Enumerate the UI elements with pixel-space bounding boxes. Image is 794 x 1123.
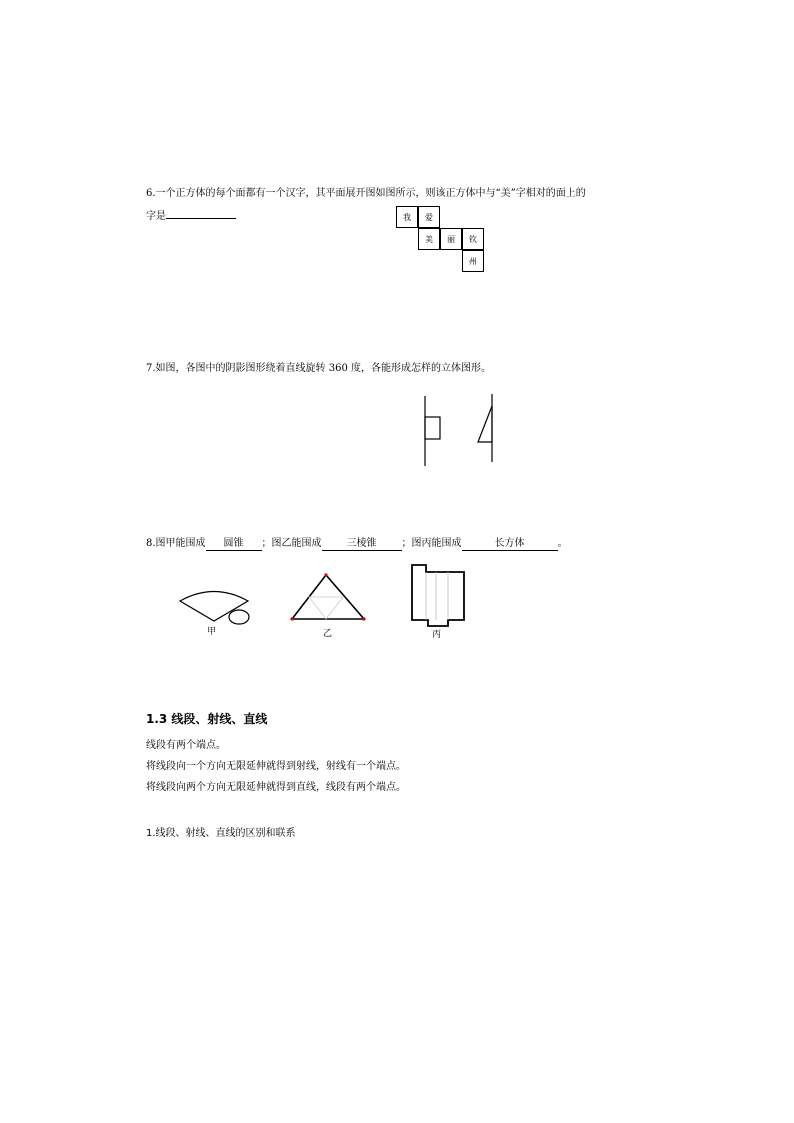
section-line-3: 将线段向两个方向无限延伸就得到直线，线段有两个端点。 bbox=[146, 782, 406, 793]
section-line-2: 将线段向一个方向无限延伸就得到射线，射线有一个端点。 bbox=[146, 761, 406, 772]
q8-end: 。 bbox=[557, 538, 568, 549]
section-title: 1.3 线段、射线、直线 bbox=[146, 712, 268, 726]
vertex-dot bbox=[362, 617, 365, 620]
rotation-figures bbox=[410, 390, 530, 480]
vertex-dot bbox=[290, 617, 293, 620]
q8-answer-3: 长方体 bbox=[462, 538, 558, 551]
q6-text-line1: 6.一个正方体的每个面都有一个汉字，其平面展开图如图所示，则该正方体中与“美”字相对的面上的 bbox=[146, 188, 586, 199]
figure-yi-triangle-net bbox=[288, 572, 372, 622]
q6-answer-blank bbox=[166, 218, 236, 219]
net-cell: 丽 bbox=[440, 228, 462, 250]
q8-prefix: 8.图甲能围成 bbox=[146, 538, 206, 549]
net-cell: 我 bbox=[396, 206, 418, 228]
q6-prefix: 字是 bbox=[146, 211, 166, 222]
base-circle bbox=[229, 610, 249, 624]
label-bing: 丙 bbox=[432, 630, 442, 640]
inner-fold-lines bbox=[309, 597, 343, 619]
figure-jia-sector-circle bbox=[176, 580, 256, 630]
net-cell: 州 bbox=[462, 250, 484, 272]
q8-mid-1: ；图乙能围成 bbox=[261, 538, 322, 549]
q6-text-line2 bbox=[146, 207, 236, 222]
rectangle-shape bbox=[425, 417, 440, 439]
q8-mid-2: ；图丙能围成 bbox=[401, 538, 462, 549]
sector-shape bbox=[180, 592, 248, 622]
triangle-shape bbox=[478, 406, 492, 442]
net-cell: 爱 bbox=[418, 206, 440, 228]
figure-bing-box-net bbox=[408, 562, 472, 628]
subsection-title: 1.线段、射线、直线的区别和联系 bbox=[146, 828, 296, 839]
net-cell: 美 bbox=[418, 228, 440, 250]
q8-answer-1: 圆锥 bbox=[206, 538, 262, 551]
net-cell: 钦 bbox=[462, 228, 484, 250]
q7-text: 7.如图，各图中的阴影图形绕着直线旋转 360 度，各能形成怎样的立体图形。 bbox=[146, 363, 491, 374]
section-line-1: 线段有两个端点。 bbox=[146, 740, 226, 751]
vertex-dot bbox=[324, 573, 327, 576]
label-yi: 乙 bbox=[323, 629, 333, 639]
box-net-outline bbox=[412, 565, 464, 626]
q8-answer-2: 三棱锥 bbox=[322, 538, 402, 551]
label-jia: 甲 bbox=[207, 627, 217, 637]
q8-text bbox=[146, 534, 568, 551]
